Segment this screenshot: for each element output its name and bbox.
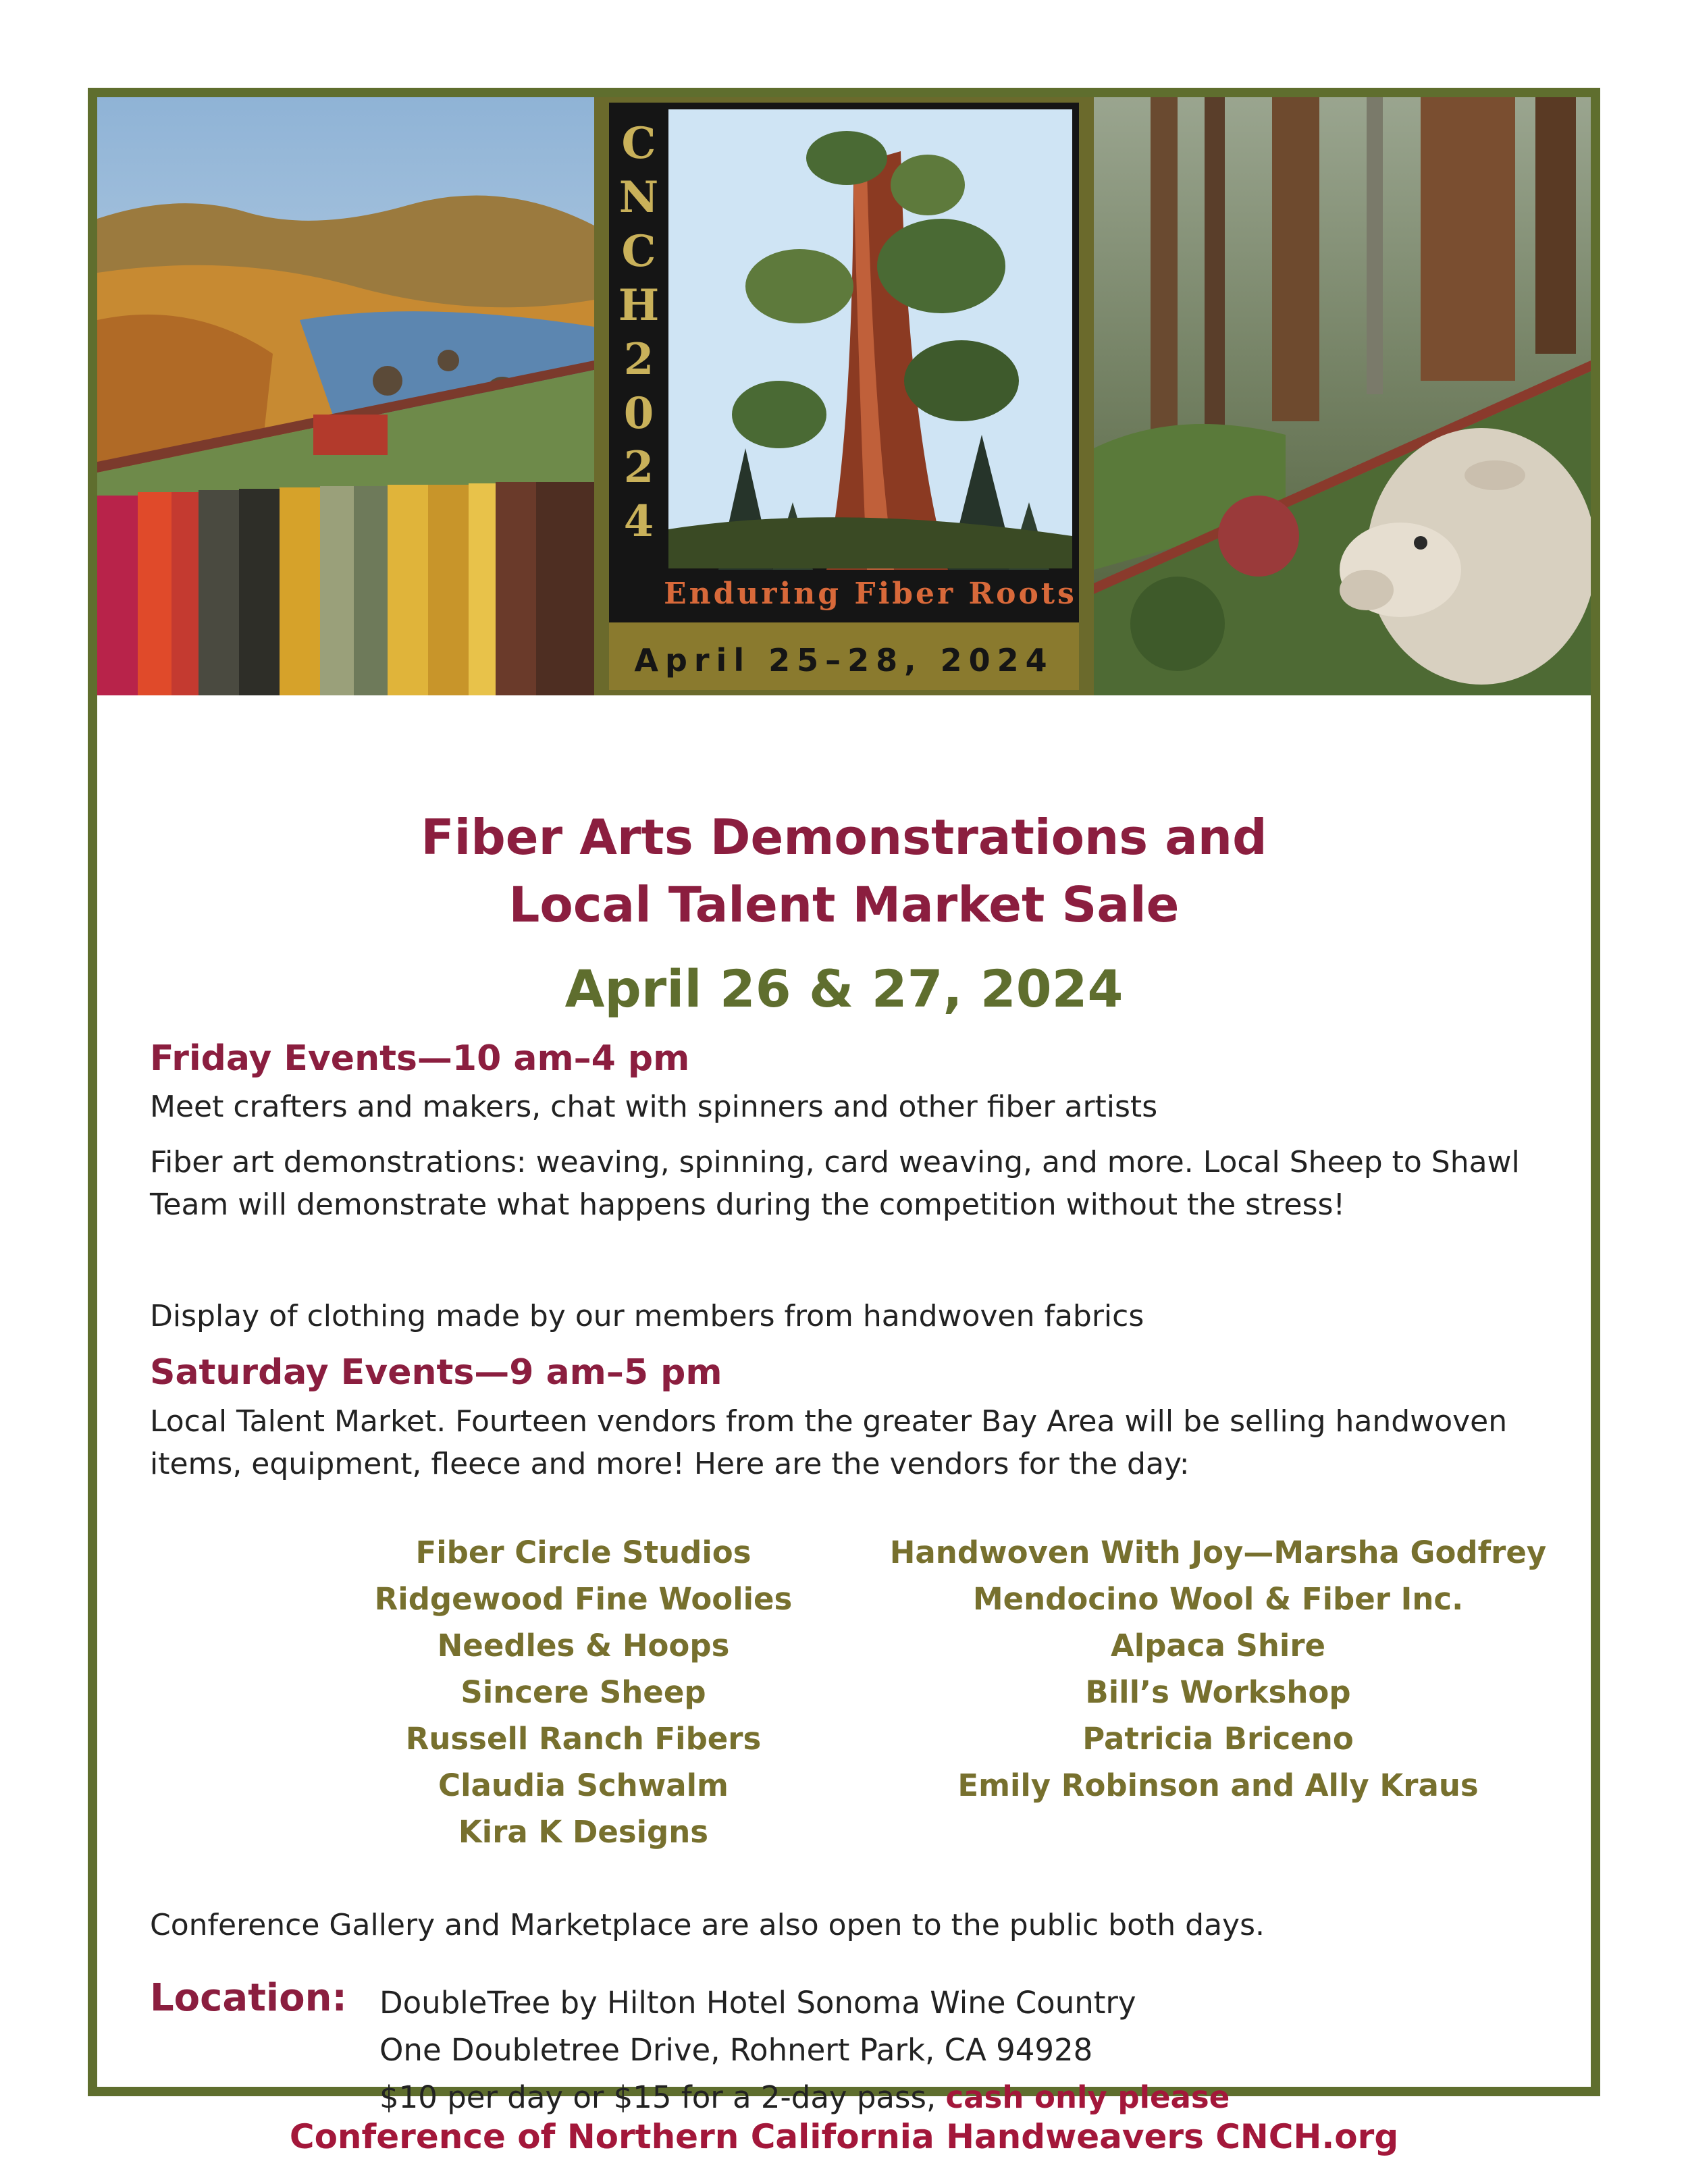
- vendor-item: Bill’s Workshop: [1085, 1674, 1351, 1710]
- vendor-item: Alpaca Shire: [1110, 1628, 1326, 1663]
- vendor-list-left: [226, 1529, 941, 1855]
- friday-paragraph-3: Display of clothing made by our members from handwoven fabrics: [150, 1299, 1144, 1333]
- venue-name: DoubleTree by Hilton Hotel Sonoma Wine Country: [379, 1985, 1136, 2021]
- logo-side-letter: N: [618, 172, 659, 223]
- saturday-heading: Saturday Events—9 am–5 pm: [150, 1352, 722, 1393]
- vendor-item: Fiber Circle Studios: [415, 1535, 751, 1570]
- cash-only-note: cash only please: [945, 2079, 1230, 2115]
- vendor-item: Needles & Hoops: [437, 1628, 730, 1663]
- logo-side-letter: 0: [623, 388, 654, 439]
- poster-content: [97, 695, 1591, 2156]
- price-text: $10 per day or $15 for a 2-day pass,: [379, 2079, 946, 2115]
- photo-banner: [97, 97, 1591, 695]
- footer-organization: Conference of Northern California Handweavers CNCH.org: [289, 2117, 1399, 2156]
- logo-side-letter: H: [618, 280, 660, 331]
- logo-side-letter: 2: [623, 442, 654, 493]
- friday-heading: Friday Events—10 am–4 pm: [150, 1038, 690, 1079]
- vendor-item: Claudia Schwalm: [438, 1767, 729, 1803]
- poster-frame: [88, 88, 1600, 2156]
- title-line-2: Local Talent Market Sale: [508, 876, 1180, 933]
- event-dates: April 26 & 27, 2024: [564, 959, 1124, 1019]
- logo-dates: April 25–28, 2024: [634, 642, 1054, 678]
- vendor-item: Ridgewood Fine Woolies: [374, 1581, 793, 1617]
- logo-side-letter: 4: [623, 496, 654, 547]
- logo-side-letter: C: [621, 118, 656, 169]
- vendor-item: Emily Robinson and Ally Kraus: [957, 1767, 1479, 1803]
- vendor-item: Sincere Sheep: [460, 1674, 706, 1710]
- vendor-list-right: [860, 1529, 1576, 1809]
- friday-paragraph-1: Meet crafters and makers, chat with spinners and other fiber artists: [150, 1090, 1158, 1124]
- vendor-item: Handwoven With Joy—Marsha Godfrey: [889, 1535, 1547, 1570]
- vendor-item: Kira K Designs: [458, 1814, 709, 1850]
- gallery-note: Conference Gallery and Marketplace are also open to the public both days.: [150, 1908, 1265, 1942]
- location-details: [379, 1979, 1230, 2121]
- friday-paragraph-2: Fiber art demonstrations: weaving, spinning, card weaving, and more. Local Sheep to Shawl Team will demonstrate what happens during the competition without the stress!: [150, 1145, 1520, 1222]
- venue-address: One Doubletree Drive, Rohnert Park, CA 94928: [379, 2032, 1093, 2068]
- vendor-item: Russell Ranch Fibers: [405, 1721, 762, 1757]
- logo-side-letter: 2: [623, 334, 654, 385]
- saturday-intro: Local Talent Market. Fourteen vendors from the greater Bay Area will be selling handwoven items, equipment, fleece and more! Here are the vendors for the day:: [150, 1404, 1508, 1481]
- vendor-item: Mendocino Wool & Fiber Inc.: [972, 1581, 1464, 1617]
- logo-side-letter: C: [621, 226, 656, 277]
- vendor-item: Patricia Briceno: [1082, 1721, 1354, 1757]
- location-label: Location:: [150, 1976, 347, 2020]
- title-line-1: Fiber Arts Demonstrations and: [421, 809, 1267, 865]
- logo-tagline: Enduring Fiber Roots: [664, 577, 1077, 611]
